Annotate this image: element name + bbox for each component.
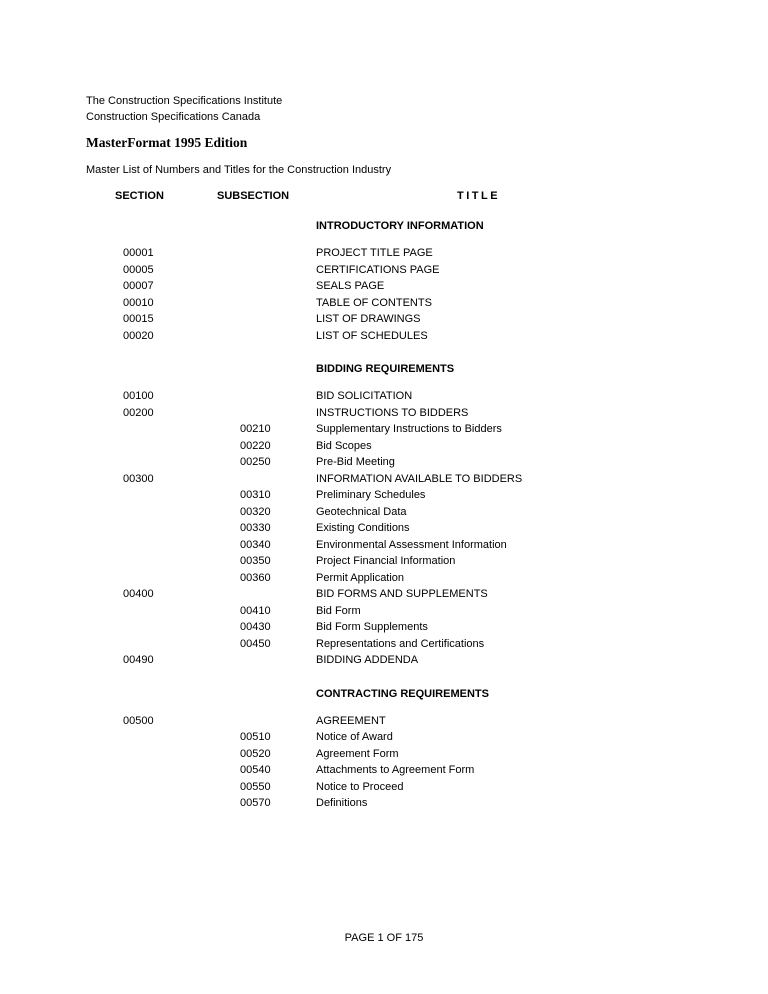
division-heading: [0, 686, 768, 702]
section-number: 00200: [123, 406, 154, 419]
table-row: [0, 262, 768, 278]
entry-title: Bid Scopes: [316, 439, 372, 452]
entry-title: Agreement Form: [316, 747, 399, 760]
entry-title: Bid Form: [316, 604, 361, 617]
entry-title: Geotechnical Data: [316, 505, 407, 518]
entry-title: Supplementary Instructions to Bidders: [316, 423, 502, 435]
table-row: [0, 652, 768, 668]
table-row: [0, 570, 768, 586]
entry-title: INSTRUCTIONS TO BIDDERS: [316, 406, 469, 419]
table-row: [0, 278, 768, 294]
table-row: [0, 388, 768, 404]
entry-title: Project Financial Information: [316, 555, 456, 567]
subsection-number: 00550: [240, 780, 271, 793]
section-number: 00020: [123, 329, 154, 342]
page-number: PAGE 1 OF 175: [344, 932, 424, 944]
section-number: 00490: [123, 654, 154, 666]
table-row: [0, 636, 768, 652]
table-row: [0, 713, 768, 729]
section-number: 00400: [123, 588, 154, 600]
subsection-number: 00520: [240, 747, 271, 760]
table-row: [0, 520, 768, 536]
entry-title: Representations and Certifications: [316, 637, 485, 650]
entry-title: PROJECT TITLE PAGE: [316, 247, 433, 259]
table-row: [0, 586, 768, 602]
division-heading: [0, 218, 768, 234]
division-heading-text: INTRODUCTORY INFORMATION: [316, 220, 484, 232]
entry-title: Preliminary Schedules: [316, 489, 426, 501]
section-number: 00005: [123, 263, 154, 276]
entry-title: BID FORMS AND SUPPLEMENTS: [316, 588, 488, 600]
entry-title: Permit Application: [316, 571, 405, 584]
subsection-number: 00340: [240, 538, 271, 551]
table-row: [0, 779, 768, 795]
table-row: [0, 762, 768, 778]
table-row: [0, 245, 768, 261]
entry-title: Bid Form Supplements: [316, 621, 428, 633]
table-row: [0, 487, 768, 503]
entry-title: Environmental Assessment Information: [316, 538, 507, 551]
entry-title: Definitions: [316, 797, 368, 809]
column-header-section: SECTION: [115, 190, 164, 202]
table-row: [0, 311, 768, 327]
entry-title: LIST OF DRAWINGS: [316, 313, 421, 325]
table-row: [0, 295, 768, 311]
table-row: [0, 405, 768, 421]
document-title: MasterFormat 1995 Edition: [86, 135, 248, 150]
entry-title: TABLE OF CONTENTS: [316, 296, 432, 309]
subsection-number: 00360: [240, 571, 271, 584]
section-number: 00007: [123, 280, 154, 292]
subsection-number: 00220: [240, 439, 271, 452]
entry-title: BID SOLICITATION: [316, 390, 413, 402]
division-heading-text: BIDDING REQUIREMENTS: [316, 363, 455, 375]
subsection-number: 00330: [240, 522, 271, 534]
entry-title: CERTIFICATIONS PAGE: [316, 263, 440, 276]
org-name-csi: The Construction Specifications Institute: [86, 95, 283, 107]
division-heading: [0, 361, 768, 377]
column-header-title: TITLE: [457, 190, 501, 202]
subsection-number: 00570: [240, 797, 271, 809]
section-number: 00500: [123, 714, 154, 727]
entry-title: AGREEMENT: [316, 714, 386, 727]
subsection-number: 00410: [240, 604, 271, 617]
entry-title: Notice to Proceed: [316, 780, 404, 793]
subsection-number: 00210: [240, 423, 271, 435]
table-row: [0, 438, 768, 454]
column-header-subsection: SUBSECTION: [217, 190, 290, 202]
entry-title: SEALS PAGE: [316, 280, 385, 292]
table-row: [0, 746, 768, 762]
section-number: 00100: [123, 390, 154, 402]
subsection-number: 00510: [240, 731, 271, 743]
table-row: [0, 504, 768, 520]
entry-title: Notice of Award: [316, 731, 393, 743]
table-row: [0, 537, 768, 553]
entry-title: LIST OF SCHEDULES: [316, 329, 428, 342]
subsection-number: 00450: [240, 637, 271, 650]
subsection-number: 00430: [240, 621, 271, 633]
division-heading-text: CONTRACTING REQUIREMENTS: [316, 687, 489, 700]
section-number: 00001: [123, 247, 154, 259]
org-name-csc: Construction Specifications Canada: [86, 111, 261, 123]
entry-title: Existing Conditions: [316, 522, 410, 534]
subsection-number: 00350: [240, 555, 271, 567]
section-number: 00300: [123, 472, 154, 485]
table-row: [0, 421, 768, 437]
subsection-number: 00310: [240, 489, 271, 501]
table-row: [0, 471, 768, 487]
entry-title: INFORMATION AVAILABLE TO BIDDERS: [316, 472, 523, 485]
table-row: [0, 553, 768, 569]
subsection-number: 00320: [240, 505, 271, 518]
section-number: 00010: [123, 296, 154, 309]
table-row: [0, 328, 768, 344]
entry-title: Pre-Bid Meeting: [316, 456, 395, 468]
entry-title: BIDDING ADDENDA: [316, 654, 419, 666]
table-row: [0, 795, 768, 811]
section-number: 00015: [123, 313, 154, 325]
table-row: [0, 619, 768, 635]
table-row: [0, 603, 768, 619]
table-row: [0, 454, 768, 470]
table-row: [0, 729, 768, 745]
document-subtitle: Master List of Numbers and Titles for the Construction Industry: [86, 164, 392, 176]
subsection-number: 00250: [240, 456, 271, 468]
entry-title: Attachments to Agreement Form: [316, 764, 475, 776]
subsection-number: 00540: [240, 764, 271, 776]
